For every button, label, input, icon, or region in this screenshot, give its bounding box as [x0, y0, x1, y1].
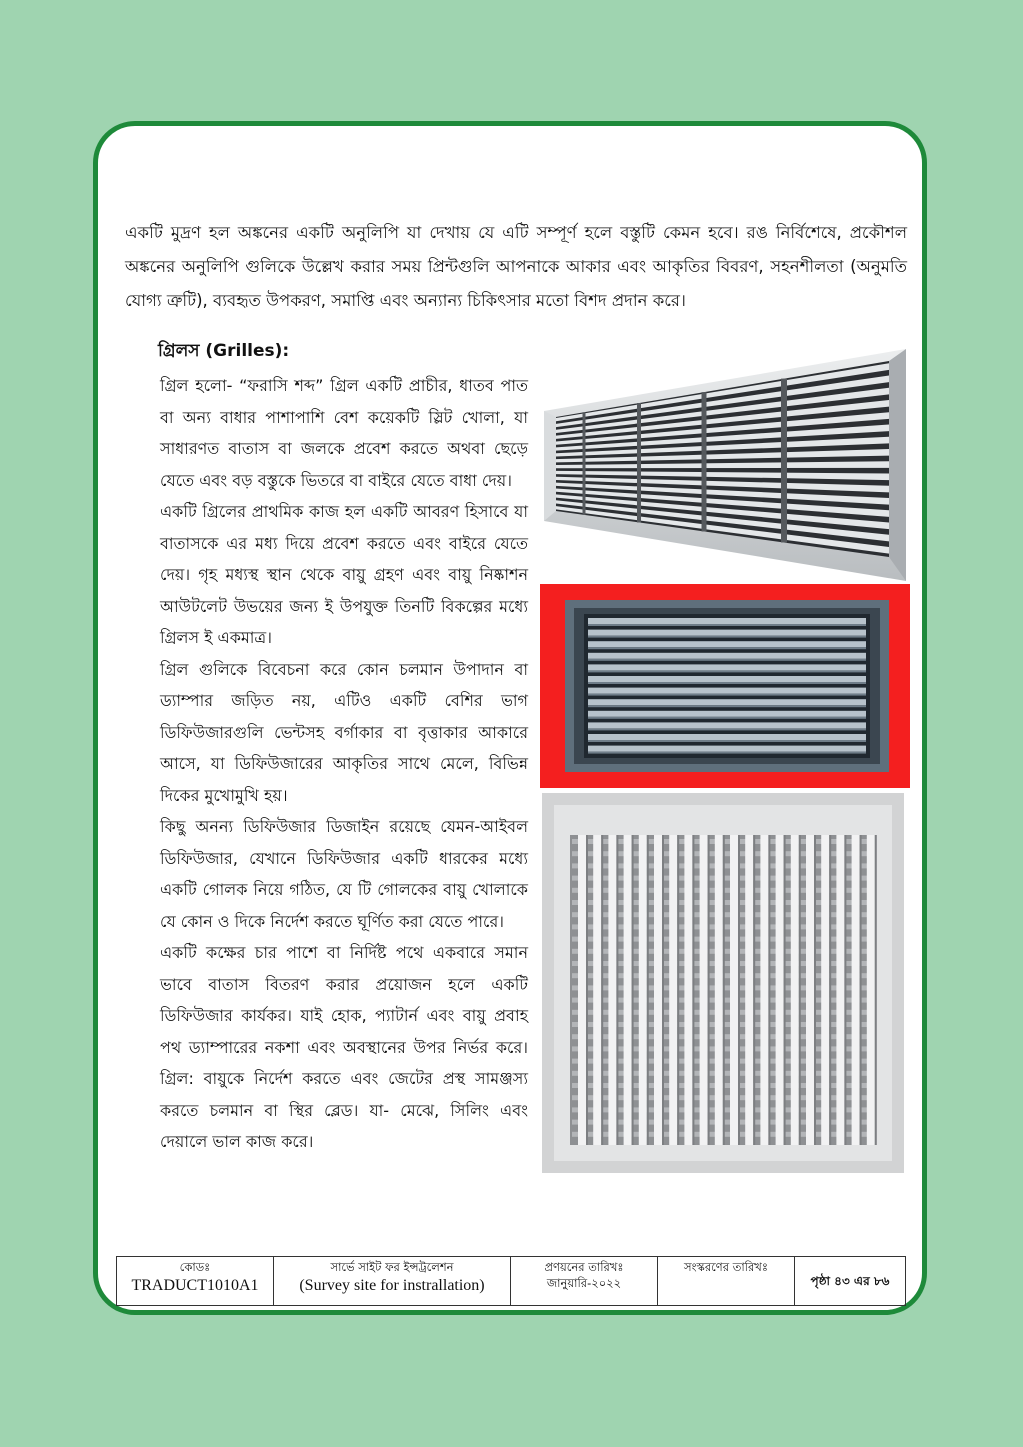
section-heading: গ্রিলস (Grilles):: [158, 341, 290, 361]
paragraph: কিছু অনন্য ডিফিউজার ডিজাইন রয়েছে যেমন-আইবল ডিফিউজার, যেখানে ডিফিউজার একটি ধারকের মধ্যে একটি গোলক নিয়ে গঠিত, যে টি গোলকের বায়ু খোলাকে যে কোন ও দিকে নির্দেশ করতে ঘূর্ণিত করা যেতে পারে।: [160, 817, 528, 931]
louver-grille-image: [540, 584, 910, 788]
title-bangla: সার্ভে সাইট ফর ইন্সট্রলেশন: [330, 1260, 454, 1274]
paragraph: গ্রিল গুলিকে বিবেচনা করে কোন চলমান উপাদান বা ড্যাম্পার জড়িত নয়, এটিও একটি বেশির ভাগ ডিফিউজারগুলি ভেন্টসহ বর্গাকার বা বৃত্তাকার আকারে আসে, যা ডিফিউজারের আকৃতির সাথে মেলে, বিভিন্ন দিকের মুখোমুখি হয়।: [160, 659, 528, 805]
paragraph: একটি গ্রিলের প্রাথমিক কাজ হল একটি আবরণ হিসাবে যা বাতাসকে এর মধ্য দিয়ে প্রবেশ করতে এবং বাইরে যেতে দেয়। গৃহ মধ্যস্থ স্থান থেকে বায়ু গ্রহণ এবং বায়ু নিষ্কাশন আউটলেট উভয়ের জন্য ই উপযুক্ত তিনটি বিকল্পের মধ্যে গ্রিলস ই একমাত্র।: [160, 502, 528, 647]
code-value: TRADUCT1010A1: [131, 1277, 259, 1294]
page-number: পৃষ্ঠা ৪৩ এর ৮৬: [795, 1257, 906, 1306]
paragraph: একটি কক্ষের চার পাশে বা নির্দিষ্ট পথে একবারে সমান ভাবে বাতাস বিতরণ করার প্রয়োজন হলে একটি ডিফিউজার কার্যকর। যাই হোক, প্যাটার্ন এবং বায়ু প্রবাহ পথ ড্যাম্পারের নকশা এবং অবস্থানের উপর নির্ভর করে। গ্রিল: বায়ুকে নির্দেশ করতে এবং জেটের প্রস্থ সামঞ্জস্য করতে চলমান বা স্থির ব্লেড। যা- মেঝে, সিলিং এবং দেয়ালে ভাল কাজ করে।: [160, 943, 528, 1151]
title-english: (Survey site for instrallation): [299, 1277, 485, 1294]
double-deflection-grille-image: [542, 793, 904, 1173]
footer-code-cell: [117, 1257, 274, 1306]
prep-date-value: জানুয়ারি-২০২২: [546, 1276, 622, 1290]
footer-prep-date-cell: [511, 1257, 658, 1306]
document-footer: [116, 1256, 906, 1306]
footer-title-cell: [274, 1257, 511, 1306]
page-frame: [93, 121, 927, 1315]
prep-date-label: প্রণয়নের তারিখঃ: [544, 1260, 624, 1274]
paragraph: গ্রিল হলো- “ফরাসি শব্দ” গ্রিল একটি প্রাচীর, ধাতব পাত বা অন্য বাধার পাশাপাশি বেশ কয়েকটি স্লিট খোলা, যা সাধারণত বাতাস বা জলকে প্রবেশ করতে অথবা ছেড়ে যেতে এবং বড় বস্তুকে ভিতরে বা বাইরে যেতে বাধা দেয়।: [160, 376, 528, 490]
footer-revision-cell: [658, 1257, 795, 1306]
body-text: [160, 370, 528, 1158]
linear-grille-image: [544, 349, 906, 581]
intro-paragraph: একটি মুদ্রণ হল অঙ্কনের একটি অনুলিপি যা দেখায় যে এটি সম্পূর্ণ হলে বস্তুটি কেমন হবে। রঙ নির্বিশেষে, প্রকৌশল অঙ্কনের অনুলিপি গুলিকে উল্লেখ করার সময় প্রিন্টগুলি আপনাকে আকার এবং আকৃতির বিবরণ, সহনশীলতা (অনুমতি যোগ্য ত্রুটি), ব্যবহৃত উপকরণ, সমাপ্তি এবং অন্যান্য চিকিৎসার মতো বিশদ প্রদান করে।: [125, 223, 907, 310]
code-label: কোডঃ: [179, 1260, 211, 1274]
revision-date-label: সংস্করণের তারিখঃ: [684, 1260, 768, 1274]
